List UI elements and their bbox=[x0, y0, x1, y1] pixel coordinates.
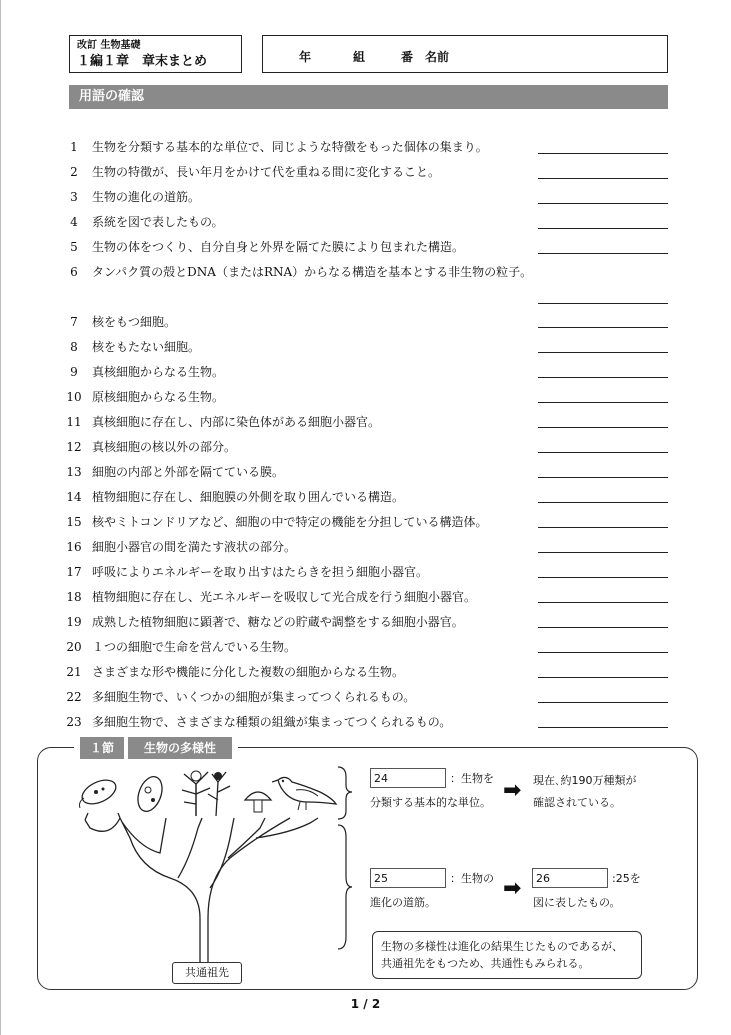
section1-number-tag: １節 bbox=[80, 737, 124, 759]
question-text: 多細胞生物で、さまざまな種類の組織が集まってつくられるもの。 bbox=[92, 715, 452, 729]
question-number: 2 bbox=[70, 165, 78, 179]
answer-line[interactable] bbox=[538, 452, 668, 453]
answer-line[interactable] bbox=[538, 627, 668, 628]
question-row bbox=[62, 338, 200, 356]
question-row bbox=[62, 563, 428, 581]
question-text: 生物の体をつくり、自分自身と外界を隔てた膜により包まれた構造。 bbox=[92, 240, 465, 254]
answer-box-25[interactable]: 25 bbox=[370, 868, 446, 888]
question-number: 17 bbox=[66, 565, 82, 579]
question-text: 真核細胞からなる生物。 bbox=[92, 365, 225, 379]
question-number: 3 bbox=[70, 190, 78, 204]
question-row bbox=[62, 163, 440, 181]
question-text: 核やミトコンドリアなど、細胞の中で特定の機能を分担している構造体。 bbox=[92, 515, 488, 529]
question-row bbox=[62, 538, 296, 556]
question-text: タンパク質の殻とDNA（またはRNA）からなる構造を基本とする非生物の粒子。 bbox=[92, 265, 533, 279]
question-number: 4 bbox=[70, 215, 78, 229]
mushroom-icon bbox=[243, 786, 273, 814]
arrow-right-icon: ➡ bbox=[503, 876, 522, 901]
answer-line[interactable] bbox=[538, 402, 668, 403]
answer-line[interactable] bbox=[538, 727, 668, 728]
question-number: 18 bbox=[66, 590, 82, 604]
name-label: 名前 bbox=[425, 50, 450, 64]
question-row bbox=[62, 588, 476, 606]
bird-icon bbox=[272, 772, 338, 812]
answer-line[interactable] bbox=[538, 327, 668, 328]
question-number: 20 bbox=[66, 640, 82, 654]
question-text: 成熟した植物細胞に顕著で、糖などの貯蔵や調整をする細胞小器官。 bbox=[92, 615, 464, 629]
answer-line[interactable] bbox=[538, 552, 668, 553]
question-text: １つの細胞で生命を営んでいる生物。 bbox=[92, 640, 297, 654]
answer-line[interactable] bbox=[538, 702, 668, 703]
answer-line[interactable] bbox=[538, 153, 668, 154]
answer-line[interactable] bbox=[538, 352, 668, 353]
year-label: 年 bbox=[299, 50, 312, 64]
question-number: 9 bbox=[70, 365, 78, 379]
question-row bbox=[62, 438, 236, 456]
question-number: 21 bbox=[66, 665, 82, 679]
question-row bbox=[62, 263, 532, 281]
question-text: 生物の特徴が、長い年月をかけて代を重ねる間に変化すること。 bbox=[92, 165, 441, 179]
question-number: 8 bbox=[70, 340, 78, 354]
answer-line[interactable] bbox=[538, 677, 668, 678]
common-ancestor-label: 共通祖先 bbox=[172, 962, 242, 984]
answer-line[interactable] bbox=[538, 377, 668, 378]
question-row bbox=[62, 613, 464, 631]
question-row bbox=[62, 238, 464, 256]
page-title: １編１章 章末まとめ bbox=[77, 54, 208, 69]
question-text: 核をもたない細胞。 bbox=[92, 340, 201, 354]
question-number: 14 bbox=[66, 490, 82, 504]
paramecium-icon bbox=[132, 772, 168, 816]
question-number: 5 bbox=[70, 240, 78, 254]
summary-note bbox=[372, 931, 642, 979]
question-row bbox=[62, 488, 404, 506]
question-row bbox=[62, 363, 224, 381]
question-number: 7 bbox=[70, 315, 78, 329]
answer-line[interactable] bbox=[538, 178, 668, 179]
question-number: 6 bbox=[70, 265, 78, 279]
number-label: 番 bbox=[401, 50, 414, 64]
question-row bbox=[62, 138, 488, 156]
answer-line[interactable] bbox=[538, 577, 668, 578]
question-text: 多細胞生物で、いくつかの細胞が集まってつくられるもの。 bbox=[92, 690, 416, 704]
text-25b: 進化の道筋。 bbox=[370, 896, 436, 909]
text-26a: :25を bbox=[612, 872, 641, 885]
answer-line[interactable] bbox=[538, 228, 668, 229]
question-number: 11 bbox=[66, 415, 82, 429]
question-number: 10 bbox=[66, 390, 82, 404]
answer-line[interactable] bbox=[538, 203, 668, 204]
section-header: 用語の確認 bbox=[69, 85, 668, 109]
answer-line[interactable] bbox=[538, 652, 668, 653]
question-number: 23 bbox=[66, 715, 82, 729]
arrow-right-icon: ➡ bbox=[503, 778, 522, 803]
answer-line[interactable] bbox=[538, 502, 668, 503]
question-number: 1 bbox=[70, 140, 78, 154]
question-number: 22 bbox=[66, 690, 82, 704]
answer-line[interactable] bbox=[538, 303, 668, 304]
question-text: 真核細胞に存在し、内部に染色体がある細胞小器官。 bbox=[92, 415, 381, 429]
page-number: 1 / 2 bbox=[350, 997, 381, 1011]
question-row bbox=[62, 513, 488, 531]
class-label: 組 bbox=[353, 50, 366, 64]
question-row bbox=[62, 638, 296, 656]
bacterium-icon bbox=[76, 772, 122, 812]
question-text: 呼吸によりエネルギーを取り出すはたらきを担う細胞小器官。 bbox=[92, 565, 429, 579]
question-row bbox=[62, 713, 451, 731]
question-row bbox=[62, 213, 224, 231]
question-text: 原核細胞からなる生物。 bbox=[92, 390, 225, 404]
question-number: 15 bbox=[66, 515, 82, 529]
question-text: 植物細胞に存在し、光エネルギーを吸収して光合成を行う細胞小器官。 bbox=[92, 590, 477, 604]
text-26b: 図に表したもの。 bbox=[533, 896, 621, 909]
question-number: 12 bbox=[66, 440, 82, 454]
answer-line[interactable] bbox=[538, 427, 668, 428]
title-box bbox=[69, 35, 242, 73]
summary-line-2: 共通祖先をもつため、共通性もみられる。 bbox=[381, 957, 590, 970]
question-number: 13 bbox=[66, 465, 82, 479]
question-row bbox=[62, 313, 176, 331]
question-text: さまざまな形や機能に分化した複数の細胞からなる生物。 bbox=[92, 665, 405, 679]
question-text: 系統を図で表したもの。 bbox=[92, 215, 224, 229]
answer-line[interactable] bbox=[538, 602, 668, 603]
page-edge bbox=[0, 0, 1, 1035]
text-25a: ：生物の bbox=[450, 872, 494, 885]
subtitle: 改訂 生物基礎 bbox=[77, 40, 141, 51]
question-text: 生物を分類する基本的な単位で、同じような特徴をもった個体の集まり。 bbox=[92, 140, 488, 154]
question-row bbox=[62, 188, 200, 206]
answer-line[interactable] bbox=[538, 253, 668, 254]
section1-title-tag: 生物の多様性 bbox=[128, 737, 232, 759]
text-24b: 分類する基本的な単位。 bbox=[370, 796, 491, 809]
bracket-icon bbox=[336, 765, 356, 965]
question-row bbox=[62, 688, 415, 706]
question-row bbox=[62, 463, 284, 481]
question-row bbox=[62, 413, 380, 431]
summary-line-1: 生物の多様性は進化の結果生じたものであるが、 bbox=[381, 940, 623, 953]
plant-icon bbox=[176, 764, 236, 816]
question-row bbox=[62, 663, 404, 681]
name-box bbox=[262, 35, 668, 73]
answer-box-24[interactable]: 24 bbox=[370, 768, 446, 788]
note-24a: 現在､約190万種類が bbox=[533, 774, 637, 787]
answer-line[interactable] bbox=[538, 527, 668, 528]
question-number: 19 bbox=[66, 615, 82, 629]
question-text: 真核細胞の核以外の部分。 bbox=[92, 440, 237, 454]
answer-box-26[interactable]: 26 bbox=[532, 868, 608, 888]
question-text: 植物細胞に存在し、細胞膜の外側を取り囲んでいる構造。 bbox=[92, 490, 405, 504]
question-text: 生物の進化の道筋。 bbox=[92, 190, 201, 204]
question-text: 細胞の内部と外部を隔てている膜。 bbox=[92, 465, 285, 479]
question-text: 核をもつ細胞。 bbox=[92, 315, 177, 329]
question-number: 16 bbox=[66, 540, 82, 554]
question-row bbox=[62, 388, 224, 406]
text-24a: ：生物を bbox=[450, 772, 494, 785]
note-24b: 確認されている｡ bbox=[533, 796, 616, 809]
question-text: 細胞小器官の間を満たす液状の部分。 bbox=[92, 540, 297, 554]
answer-line[interactable] bbox=[538, 477, 668, 478]
